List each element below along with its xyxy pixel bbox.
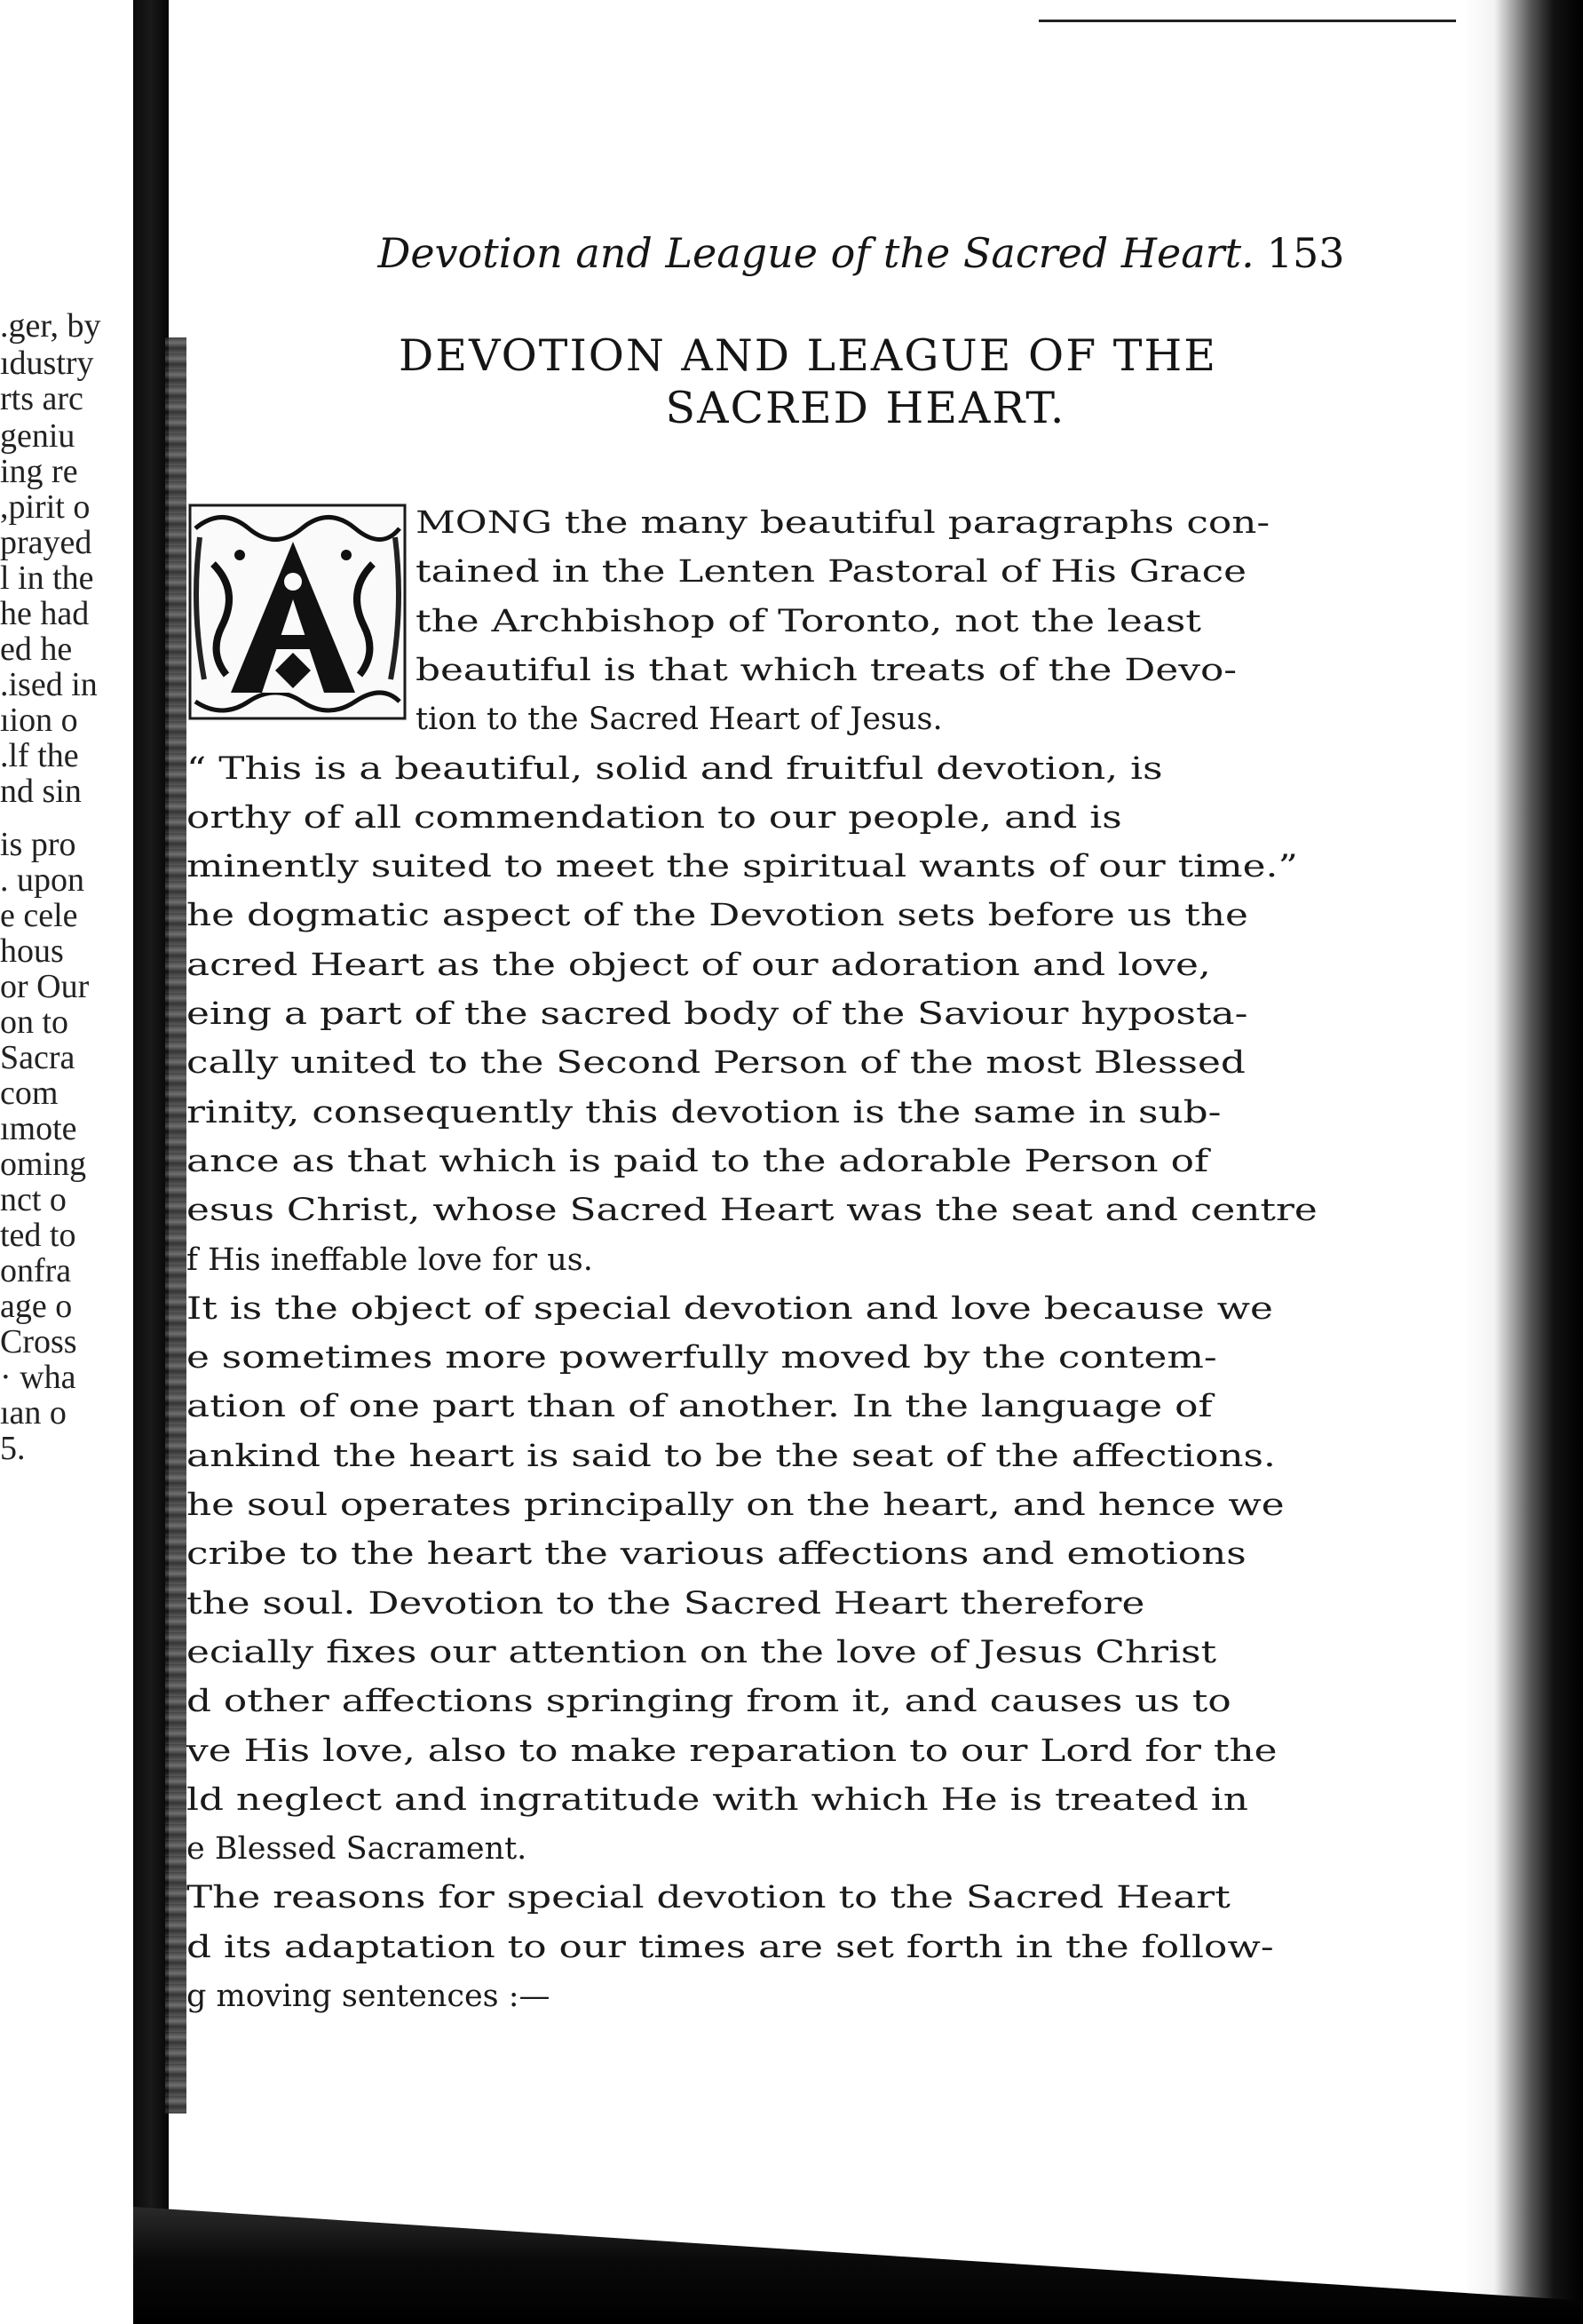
facing-page-text-fragment: ing re (0, 453, 78, 490)
facing-page-text-fragment: he had (0, 595, 90, 632)
text-line: acred Heart as the object of our adoration and love, (186, 947, 1211, 983)
facing-page-text-fragment: age o (0, 1288, 73, 1325)
binding-shadow (133, 0, 169, 2324)
text-line: the soul. Devotion to the Sacred Heart therefore (186, 1585, 1145, 1622)
page-number: 153 (1266, 229, 1345, 277)
text-line: he dogmatic aspect of the Devotion sets before us the (186, 898, 1248, 934)
right-page-edge-shadow (1465, 0, 1583, 2324)
facing-page-text-fragment: prayed (0, 524, 92, 561)
text-line: beautiful is that which treats of the Devo- (416, 652, 1238, 688)
bottom-page-edge-shadow (133, 2207, 1583, 2324)
text-line: tion to the Sacred Heart of Jesus. (416, 702, 943, 738)
text-line: The reasons for special devotion to the Sacred Heart (186, 1880, 1231, 1916)
facing-page-text-fragment: e cele (0, 897, 78, 934)
facing-page-text-fragment: onfra (0, 1252, 72, 1289)
facing-page-text-fragment: l in the (0, 559, 94, 597)
text-line: ve His love, also to make reparation to our Lord for the (186, 1733, 1278, 1769)
facing-page-text-fragment: ıan o (0, 1394, 67, 1432)
facing-page-text-fragment: ed he (0, 631, 73, 668)
facing-page-text-fragment: ,pirit o (0, 488, 91, 526)
text-line: d other affections springing from it, and causes us to (186, 1684, 1231, 1720)
text-line: e Blessed Sacrament. (186, 1831, 527, 1868)
facing-page-text-fragment: geniu (0, 417, 75, 455)
text-line: MONG the many beautiful paragraphs con- (416, 505, 1270, 541)
facing-page-text-fragment: is pro (0, 826, 76, 863)
text-line: tained in the Lenten Pastoral of His Grace (416, 554, 1247, 591)
text-line: ation of one part than of another. In the language of (186, 1389, 1213, 1425)
facing-page-text-fragment: rts arc (0, 380, 83, 417)
text-line: he soul operates principally on the heart, and hence we (186, 1487, 1285, 1523)
ornament-illustration (186, 502, 408, 722)
text-line: esus Christ, whose Sacred Heart was the seat and centre (186, 1193, 1318, 1229)
facing-page-text-fragment: nd sin (0, 773, 82, 810)
facing-page-text-fragment: · wha (0, 1359, 76, 1396)
facing-page-text-fragment: ıdustry (0, 345, 94, 382)
text-line: e sometimes more powerfully moved by the contem- (186, 1340, 1217, 1376)
text-line: ecially fixes our attention on the love of Jesus Christ (186, 1634, 1217, 1670)
text-line: eing a part of the sacred body of the Saviour hyposta- (186, 996, 1248, 1032)
text-line: rinity, consequently this devotion is the same in sub- (186, 1094, 1222, 1130)
text-line: f His ineffable love for us. (186, 1241, 593, 1278)
text-line: cally united to the Second Person of the most Blessed (186, 1045, 1246, 1082)
text-line: the Archbishop of Toronto, not the least (416, 603, 1201, 639)
text-line: It is the object of special devotion and love because we (186, 1290, 1273, 1327)
book-page (186, 0, 1429, 2202)
facing-page-text-fragment: hous (0, 932, 64, 970)
facing-page-text-fragment: nct o (0, 1181, 67, 1218)
facing-page-text-fragment: or Our (0, 968, 90, 1005)
text-line: ance as that which is paid to the adorable Person of (186, 1143, 1209, 1179)
facing-page-text-fragment: ted to (0, 1217, 76, 1254)
facing-page-text-fragment: Sacra (0, 1039, 75, 1076)
article-title-line-2: SACRED HEART. (665, 382, 1066, 433)
running-head-title: Devotion and League of the Sacred Heart. (377, 229, 1255, 277)
binding-texture (165, 337, 186, 2114)
facing-page-text-fragment: . upon (0, 861, 84, 899)
text-line: orthy of all commendation to our people, and is (186, 799, 1122, 836)
running-head (186, 229, 1429, 277)
facing-page-text-fragment: .ger, by (0, 307, 101, 345)
facing-page-text-fragment: 5. (0, 1430, 26, 1467)
text-line: minently suited to meet the spiritual wants of our time.” (186, 849, 1298, 885)
article-title-line-1: DEVOTION AND LEAGUE OF THE (399, 330, 1217, 381)
facing-page-text-fragment: Cross (0, 1323, 77, 1360)
facing-page-text-fragment: .lf the (0, 737, 79, 774)
text-line: cribe to the heart the various affections and emotions (186, 1536, 1247, 1573)
text-line: “ This is a beautiful, solid and fruitful devotion, is (186, 750, 1163, 787)
ornamental-drop-cap (186, 502, 408, 722)
facing-page-text-fragment: com (0, 1075, 59, 1112)
text-line: ankind the heart is said to be the seat of the affections. (186, 1438, 1276, 1474)
facing-page-text-fragment: .ised in (0, 666, 98, 703)
facing-page-text-fragment: on to (0, 1003, 69, 1041)
article-title (186, 330, 1429, 435)
facing-page-text-fragment: ımote (0, 1110, 77, 1147)
text-line: d its adaptation to our times are set forth in the follow- (186, 1929, 1274, 1965)
text-line: ld neglect and ingratitude with which He is treated in (186, 1781, 1248, 1818)
text-line: g moving sentences :— (186, 1979, 550, 2014)
facing-page-text-fragment: oming (0, 1146, 87, 1183)
facing-page-text-fragment: ıion o (0, 702, 78, 739)
